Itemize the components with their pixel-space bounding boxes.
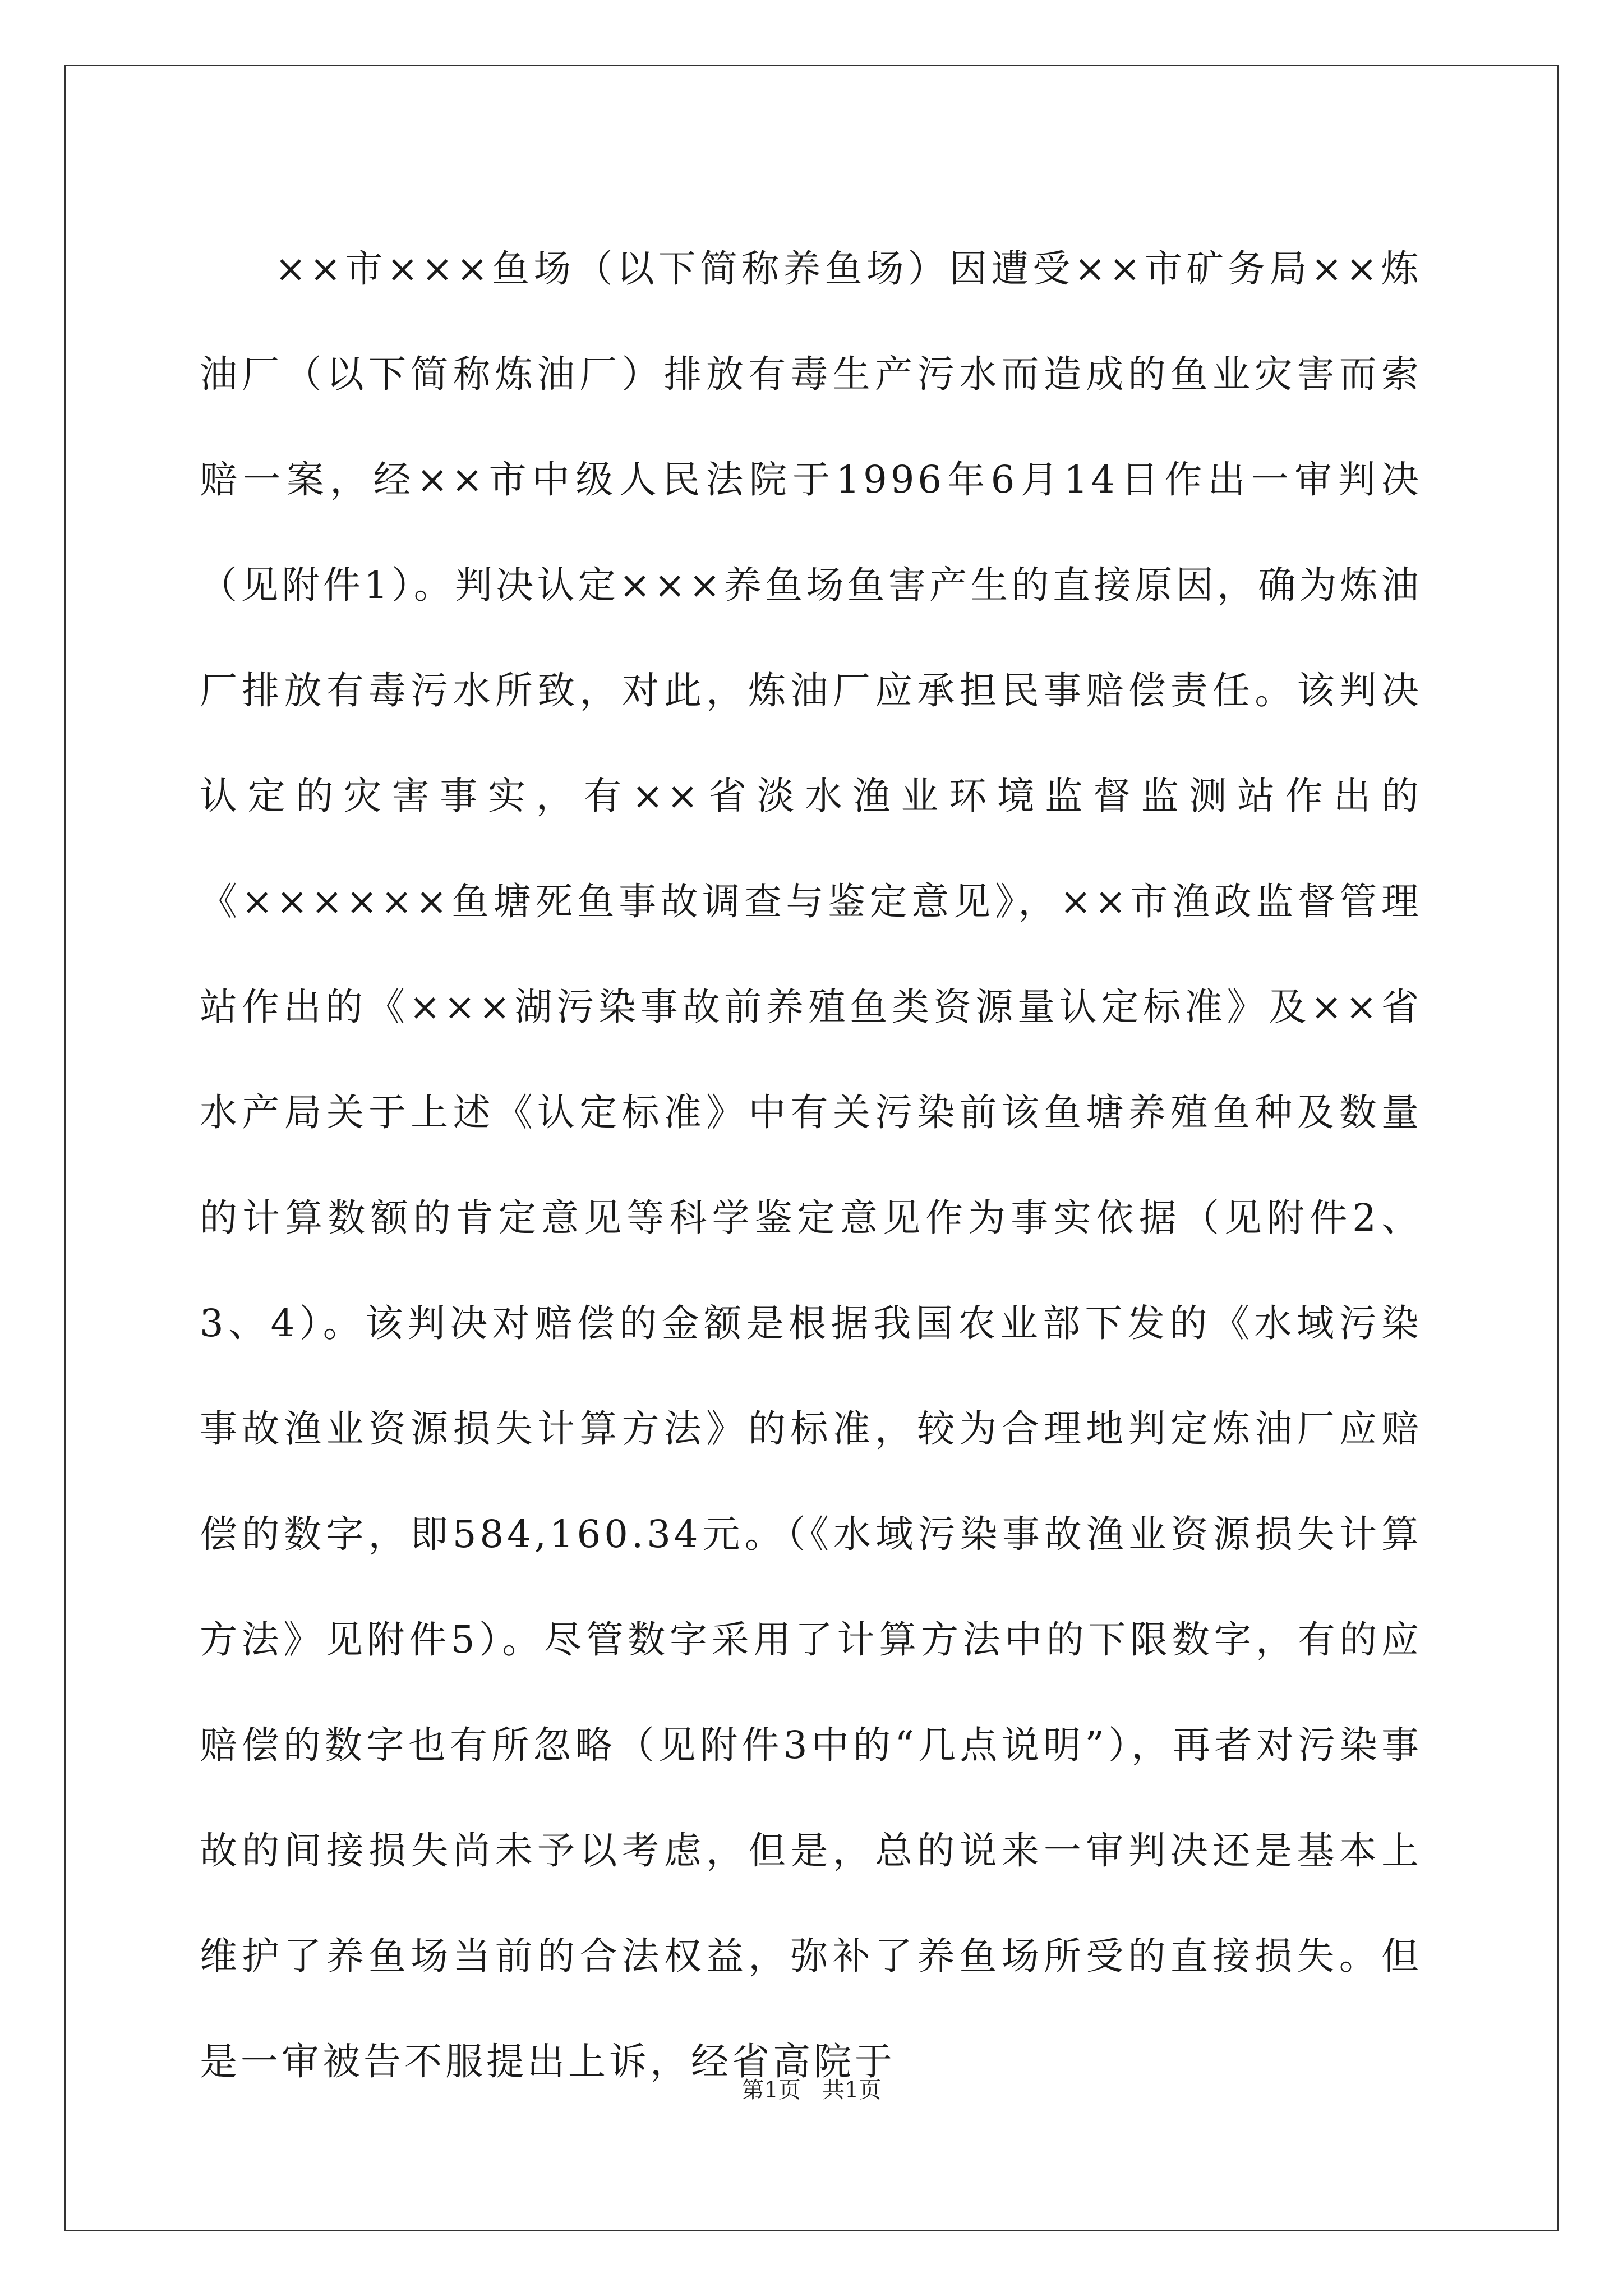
body-paragraph: ××市×××鱼场（以下简称养鱼场）因遭受××市矿务局××炼油厂（以下简称炼油厂）排放有毒生产污水而造成的鱼业灾害而索赔一案，经××市中级人民法院于1996年6月14日作出一审判决（见附件1）。判决认定×××养鱼场鱼害产生的直接原因，确为炼油厂排放有毒污水所致，对此，炼油厂应承担民事赔偿责任。该判决认定的灾害事实，有××省淡水渔业环境监督监测站作出的《××××××鱼塘死鱼事故调查与鉴定意见》，××市渔政监督管理站作出的《×××湖污染事故前养殖鱼类资源量认定标准》及××省水产局关于上述《认定标准》中有关污染前该鱼塘养殖鱼种及数量的计算数额的肯定意见等科学鉴定意见作为事实依据（见附件2、3、4）。该判决对赔偿的金额是根据我国农业部下发的《水域污染事故渔业资源损失计算方法》的标准，较为合理地判定炼油厂应赔偿的数字，即584,160.34元。（《水域污染事故渔业资源损失计算方法》见附件5）。尽管数字采用了计算方法中的下限数字，有的应赔偿的数字也有所忽略（见附件3中的“几点说明”），再者对污染事故的间接损失尚未予以考虑，但是，总的说来一审判决还是基本上维护了养鱼场当前的合法权益，弥补了养鱼场所受的直接损失。但是一审被告不服提出上诉，经省高院于 [200,247,1422,2083]
page-number-footer: 第1页 共1页 [741,2077,882,2103]
